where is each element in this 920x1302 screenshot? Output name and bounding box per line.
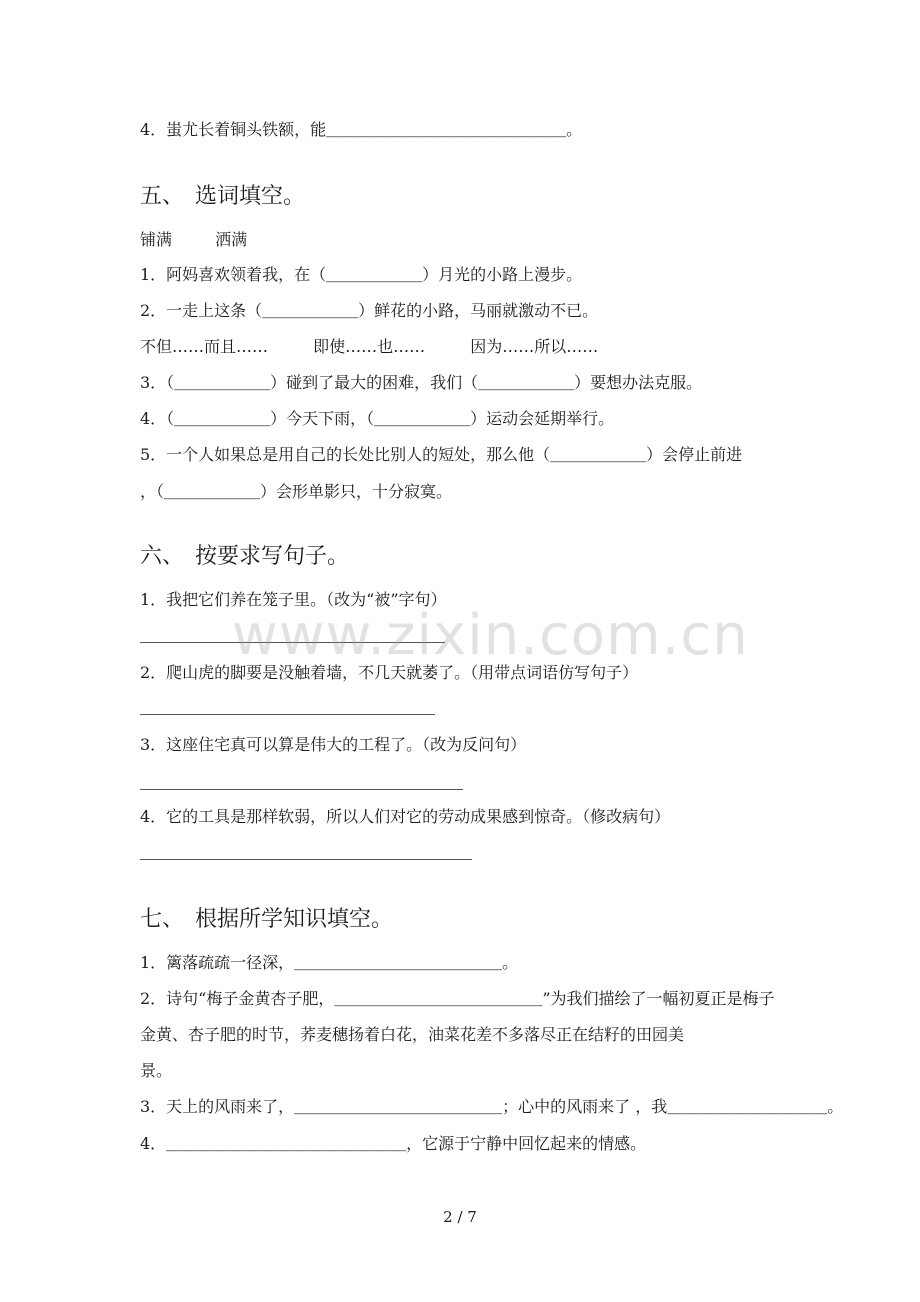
- word-choice: 不但……而且……: [140, 337, 269, 356]
- word-choices-b: [140, 336, 598, 358]
- section-6-question-1: 1．我把它们养在笼子里。（改为“被”字句）: [140, 590, 447, 609]
- section-6-question-3: 3．这座住宅真可以算是伟大的工程了。（改为反问句）: [140, 735, 527, 754]
- answer-line: [140, 714, 435, 715]
- section-6-question-2: 2．爬山虎的脚要是没触着墙，不几天就萎了。（用带点词语仿写句子）: [140, 663, 639, 682]
- word-choice: 洒满: [215, 230, 248, 249]
- fill-in-item-4: 4．蚩尤长着铜头铁额，能＿＿＿＿＿＿＿＿＿＿＿＿＿＿＿。: [140, 120, 583, 139]
- section-5-question-3: 3．（＿＿＿＿＿＿）碰到了最大的困难，我们（＿＿＿＿＿＿）要想办法克服。: [140, 373, 703, 392]
- page-number: 2 / 7: [443, 1208, 477, 1226]
- word-choice: 因为……所以……: [470, 337, 599, 356]
- section-7-question-2-line-1: 2．诗句“梅子金黄杏子肥，＿＿＿＿＿＿＿＿＿＿＿＿＿”为我们描绘了一幅初夏正是梅子: [140, 989, 775, 1008]
- word-choice: 即使……也……: [313, 337, 426, 356]
- section-5-question-1: 1．阿妈喜欢领着我，在（＿＿＿＿＿＿）月光的小路上漫步。: [140, 265, 583, 284]
- word-choice: 铺满: [140, 230, 173, 249]
- section-5-title: 五、 选词填空。: [140, 184, 306, 209]
- section-5-question-2: 2．一走上这条（＿＿＿＿＿＿）鲜花的小路，马丽就激动不已。: [140, 301, 599, 320]
- word-choices-a: [140, 229, 247, 251]
- section-7-question-2-line-2: 金黄、杏子肥的时节，荞麦穗扬着白花，油菜花差不多落尽正在结籽的田园美: [140, 1025, 685, 1044]
- section-6-title: 六、 按要求写句子。: [140, 544, 350, 569]
- section-5-question-4: 4．（＿＿＿＿＿＿）今天下雨，（＿＿＿＿＿＿）运动会延期举行。: [140, 409, 615, 428]
- answer-line: [140, 859, 472, 860]
- section-7-question-1: 1．篱落疏疏一径深，＿＿＿＿＿＿＿＿＿＿＿＿＿。: [140, 953, 519, 972]
- section-7-title: 七、 根据所学知识填空。: [140, 907, 394, 932]
- section-7-question-3: 3．天上的风雨来了，＿＿＿＿＿＿＿＿＿＿＿＿＿；心中的风雨来了 ，我＿＿＿＿＿＿＿＿＿＿。: [140, 1097, 844, 1116]
- section-7-question-2-line-3: 景。: [140, 1061, 173, 1080]
- section-7-question-4: 4．＿＿＿＿＿＿＿＿＿＿＿＿＿＿＿，它源于宁静中回忆起来的情感。: [140, 1134, 647, 1153]
- answer-line: [140, 789, 463, 790]
- section-5-question-5-line-1: 5．一个人如果总是用自己的长处比别人的短处，那么他（＿＿＿＿＿＿）会停止前进: [140, 445, 743, 464]
- section-6-question-4: 4．它的工具是那样软弱，所以人们对它的劳动成果感到惊奇。（修改病句）: [140, 807, 671, 826]
- section-5-question-5-line-2: ，（＿＿＿＿＿＿）会形单影只，十分寂寞。: [140, 482, 453, 501]
- watermark: www.zixin.com.cn: [232, 603, 749, 668]
